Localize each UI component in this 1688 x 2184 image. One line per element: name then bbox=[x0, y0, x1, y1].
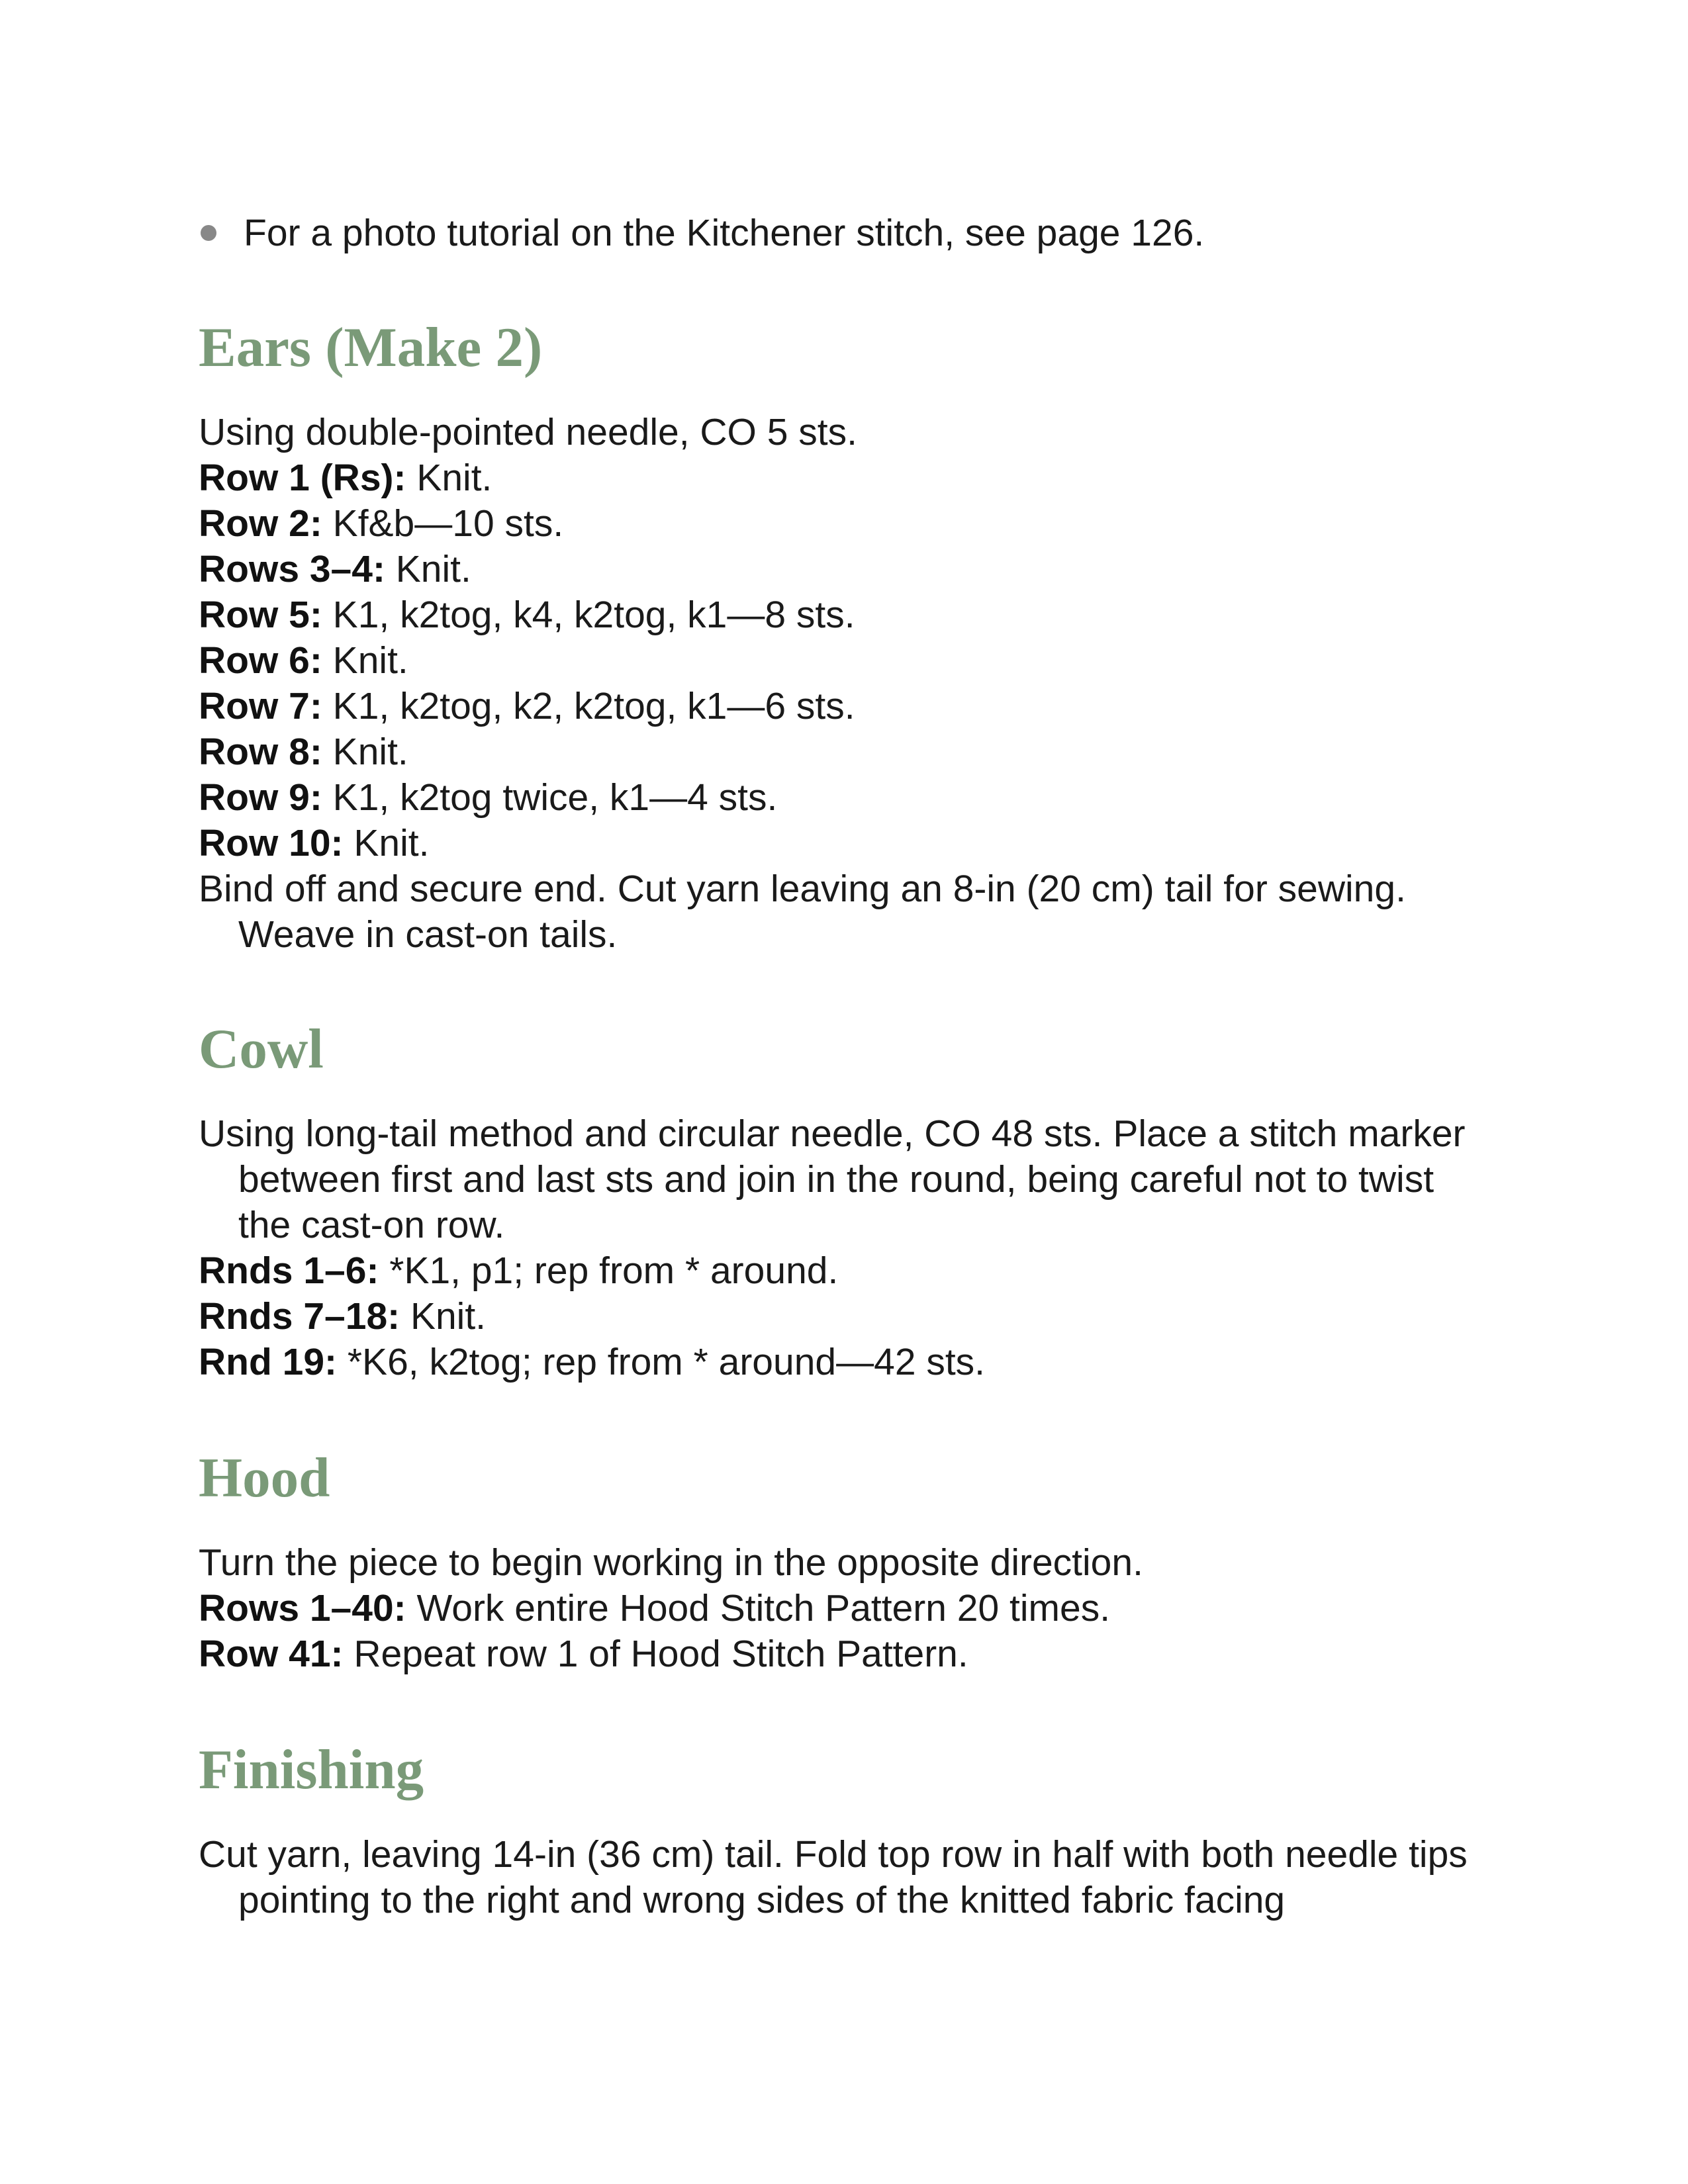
row-text: K1, k2tog twice, k1—4 sts. bbox=[322, 776, 778, 819]
heading-hood: Hood bbox=[199, 1447, 330, 1509]
row-text: Repeat row 1 of Hood Stitch Pattern. bbox=[343, 1633, 968, 1675]
row-label: Row 41: bbox=[199, 1633, 344, 1675]
hood-intro: Turn the piece to begin working in the opposite direction. bbox=[199, 1541, 1143, 1584]
row-label: Row 10: bbox=[199, 822, 344, 864]
row-text: *K6, k2tog; rep from * around—42 sts. bbox=[337, 1341, 986, 1383]
cowl-row bbox=[199, 1294, 1496, 1340]
cowl-row bbox=[199, 1340, 1496, 1385]
ears-row bbox=[199, 775, 1496, 821]
ears-closing: Bind off and secure end. Cut yarn leaving an 8-in (20 cm) tail for sewing. Weave in cast-on tails. bbox=[199, 868, 1406, 956]
row-label: Row 7: bbox=[199, 685, 322, 727]
ears-row bbox=[199, 455, 1496, 501]
row-label: Rows 1–40: bbox=[199, 1587, 406, 1629]
cowl-intro: Using long-tail method and circular needle, CO 48 sts. Place a stitch marker between first and last sts and join in the round, being careful not to twist the cast-on row. bbox=[199, 1113, 1466, 1246]
heading-finishing: Finishing bbox=[199, 1739, 424, 1801]
ears-row bbox=[199, 501, 1496, 547]
bullet-text: For a photo tutorial on the Kitchener stitch, see page 126. bbox=[244, 212, 1205, 254]
row-text: K1, k2tog, k2, k2tog, k1—6 sts. bbox=[322, 685, 855, 727]
row-text: Knit. bbox=[385, 548, 471, 590]
heading-ears: Ears (Make 2) bbox=[199, 316, 543, 379]
row-label: Rnds 7–18: bbox=[199, 1295, 400, 1338]
row-text: Work entire Hood Stitch Pattern 20 times. bbox=[406, 1587, 1111, 1629]
row-label: Row 1 (Rs): bbox=[199, 457, 406, 499]
row-label: Row 2: bbox=[199, 502, 322, 545]
ears-row bbox=[199, 547, 1496, 592]
row-text: *K1, p1; rep from * around. bbox=[379, 1250, 839, 1292]
ears-row bbox=[199, 821, 1496, 866]
ears-row bbox=[199, 729, 1496, 775]
row-text: Knit. bbox=[343, 822, 430, 864]
ears-intro: Using double-pointed needle, CO 5 sts. bbox=[199, 411, 857, 453]
row-text: Knit. bbox=[322, 639, 408, 682]
hood-row bbox=[199, 1586, 1496, 1631]
cowl-row bbox=[199, 1248, 1496, 1294]
row-text: Knit. bbox=[400, 1295, 487, 1338]
row-label: Rnds 1–6: bbox=[199, 1250, 379, 1292]
ears-row bbox=[199, 592, 1496, 638]
heading-cowl: Cowl bbox=[199, 1018, 324, 1080]
row-text: Knit. bbox=[406, 457, 492, 499]
bullet-item bbox=[199, 210, 1496, 256]
row-label: Row 5: bbox=[199, 594, 322, 636]
row-label: Rows 3–4: bbox=[199, 548, 385, 590]
bullet-dot-icon bbox=[201, 225, 216, 241]
finishing-text: Cut yarn, leaving 14-in (36 cm) tail. Fold top row in half with both needle tips pointing to the right and wrong sides of the knitted fabric facing bbox=[199, 1833, 1468, 1921]
ears-row bbox=[199, 638, 1496, 684]
row-text: Knit. bbox=[322, 731, 408, 773]
row-label: Rnd 19: bbox=[199, 1341, 338, 1383]
hood-row bbox=[199, 1631, 1496, 1677]
row-text: K1, k2tog, k4, k2tog, k1—8 sts. bbox=[322, 594, 855, 636]
row-label: Row 9: bbox=[199, 776, 322, 819]
ears-row bbox=[199, 684, 1496, 729]
page-content bbox=[199, 210, 1496, 1923]
row-label: Row 6: bbox=[199, 639, 322, 682]
row-text: Kf&b—10 sts. bbox=[322, 502, 564, 545]
row-label: Row 8: bbox=[199, 731, 322, 773]
